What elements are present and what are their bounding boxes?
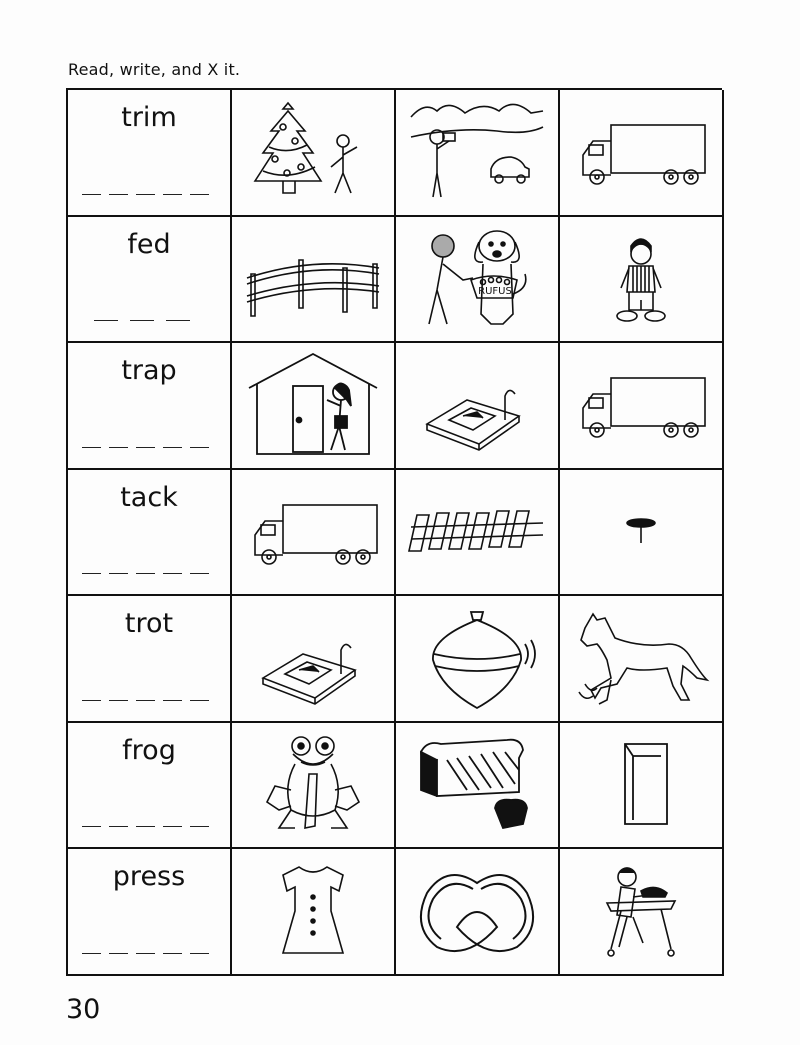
blank xyxy=(109,446,128,448)
blank xyxy=(136,572,155,574)
picture-cell[interactable] xyxy=(560,470,724,597)
word-cell xyxy=(68,849,232,976)
picture-cell[interactable] xyxy=(560,217,724,344)
worksheet-grid xyxy=(66,88,722,976)
picture-cell[interactable] xyxy=(560,723,724,850)
truck-icon xyxy=(243,477,383,587)
thumbtack-icon xyxy=(571,477,711,587)
blank xyxy=(163,825,182,827)
trotting-horse-icon xyxy=(571,604,711,714)
picture-cell[interactable] xyxy=(232,90,396,217)
word-label: tack xyxy=(120,481,178,513)
picture-cell[interactable] xyxy=(232,849,396,976)
blank xyxy=(166,319,190,321)
word-label: press xyxy=(112,861,186,893)
instructions: Read, write, and X it. xyxy=(68,60,241,79)
blank xyxy=(109,193,128,195)
word-cell xyxy=(68,343,232,470)
picture-cell[interactable] xyxy=(396,217,560,344)
blank xyxy=(190,699,209,701)
frog-icon xyxy=(243,730,383,840)
writing-blanks[interactable] xyxy=(82,952,224,954)
picture-cell[interactable] xyxy=(232,343,396,470)
picture-cell[interactable] xyxy=(232,470,396,597)
writing-blanks[interactable] xyxy=(82,699,224,701)
blank xyxy=(82,699,101,701)
blank xyxy=(136,825,155,827)
paper-bag-icon xyxy=(571,730,711,840)
picture-cell[interactable] xyxy=(560,343,724,470)
pretzel-icon xyxy=(407,857,547,967)
picture-cell[interactable] xyxy=(232,596,396,723)
word-label: trim xyxy=(121,102,177,133)
word-label: fed xyxy=(127,228,171,260)
picture-cell[interactable] xyxy=(396,470,560,597)
picture-cell[interactable] xyxy=(396,723,560,850)
blank xyxy=(163,572,182,574)
word-cell xyxy=(68,596,232,723)
dress-icon xyxy=(243,857,383,967)
blank xyxy=(190,952,209,954)
blank xyxy=(163,952,182,954)
page-number: 30 xyxy=(66,994,101,1025)
blank xyxy=(109,825,128,827)
blank xyxy=(82,952,101,954)
picture-cell[interactable] xyxy=(396,596,560,723)
word-cell xyxy=(68,217,232,344)
writing-blanks[interactable] xyxy=(82,193,224,195)
writing-blanks[interactable] xyxy=(82,446,224,448)
boy-feeding-dog-icon xyxy=(407,224,547,334)
writing-blanks[interactable] xyxy=(82,825,224,827)
picture-cell[interactable] xyxy=(560,849,724,976)
writing-blanks[interactable] xyxy=(94,319,224,321)
blank xyxy=(163,446,182,448)
blank xyxy=(109,952,128,954)
picture-cell[interactable] xyxy=(232,217,396,344)
word-cell xyxy=(68,470,232,597)
girl-at-door-icon xyxy=(243,350,383,460)
blank xyxy=(163,699,182,701)
word-label: frog xyxy=(122,734,176,766)
fence-icon xyxy=(243,224,383,334)
railroad-track-icon xyxy=(407,477,547,587)
photographer-icon xyxy=(407,97,547,207)
blank xyxy=(82,825,101,827)
blank xyxy=(190,572,209,574)
word-label: trot xyxy=(124,608,174,640)
christmas-tree-icon xyxy=(243,97,383,207)
spinning-top-icon xyxy=(407,604,547,714)
picture-cell[interactable] xyxy=(396,343,560,470)
child-ironing-icon xyxy=(571,857,711,967)
blank xyxy=(136,952,155,954)
picture-cell[interactable] xyxy=(396,849,560,976)
blank xyxy=(82,193,101,195)
blank xyxy=(136,446,155,448)
dog-bowl-label: RUFUS xyxy=(478,285,512,297)
picture-cell[interactable] xyxy=(560,596,724,723)
word-cell xyxy=(68,90,232,217)
picture-cell[interactable] xyxy=(232,723,396,850)
picture-cell[interactable] xyxy=(396,90,560,217)
blank xyxy=(82,446,101,448)
blank xyxy=(136,699,155,701)
blank xyxy=(163,193,182,195)
truck-icon xyxy=(571,97,711,207)
boy-icon xyxy=(571,224,711,334)
blank xyxy=(109,699,128,701)
blank xyxy=(136,193,155,195)
blank xyxy=(109,572,128,574)
blank xyxy=(190,193,209,195)
blank xyxy=(190,825,209,827)
blank xyxy=(94,319,118,321)
picture-cell[interactable] xyxy=(560,90,724,217)
mousetrap-icon xyxy=(407,350,547,460)
mousetrap-icon xyxy=(243,604,383,714)
truck-icon xyxy=(571,350,711,460)
blank xyxy=(130,319,154,321)
writing-blanks[interactable] xyxy=(82,572,224,574)
blank xyxy=(82,572,101,574)
word-cell xyxy=(68,723,232,850)
blank xyxy=(190,446,209,448)
bread-icon xyxy=(407,730,547,840)
word-label: trap xyxy=(121,355,177,387)
